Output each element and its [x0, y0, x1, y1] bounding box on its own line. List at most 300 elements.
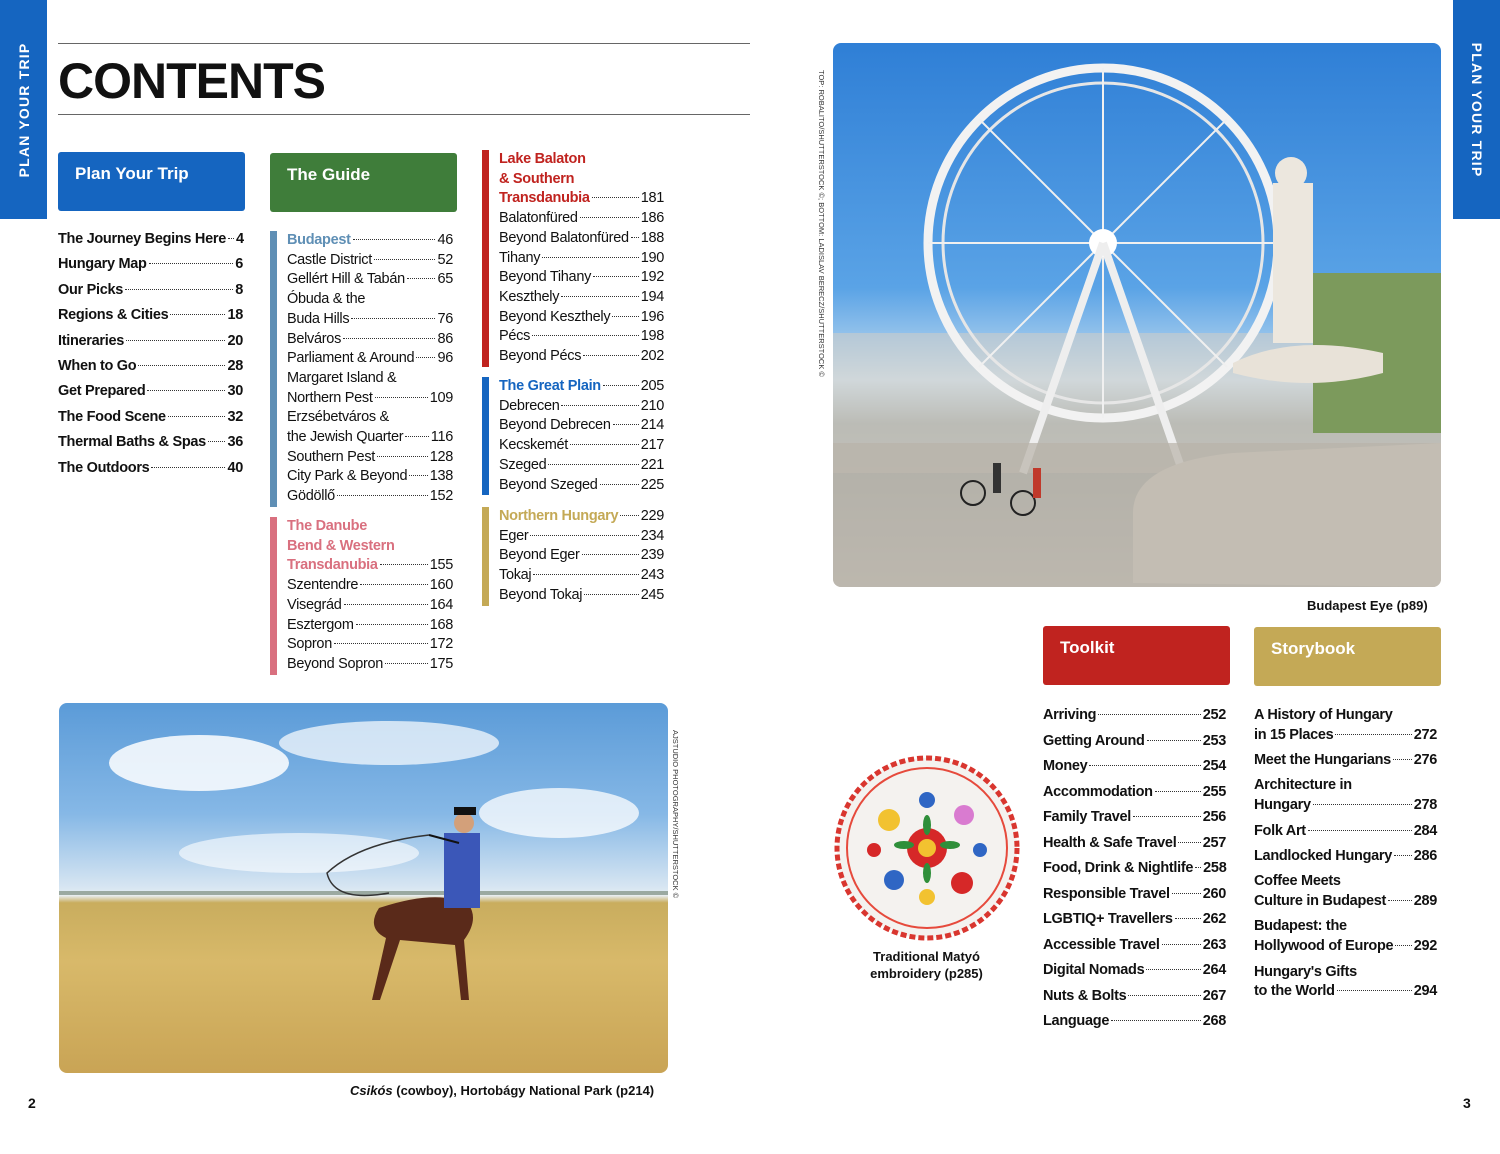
toc-item[interactable] — [58, 456, 243, 481]
toc-item[interactable] — [58, 379, 243, 404]
dot-leader — [582, 554, 639, 555]
dot-leader — [580, 217, 639, 218]
entry-title: Beyond Sopron — [287, 655, 384, 672]
toc-entry[interactable] — [1043, 958, 1226, 984]
section-bar — [482, 507, 489, 606]
entry-title: The Food Scene — [58, 408, 166, 425]
toc-item[interactable] — [499, 416, 664, 436]
toc-entry[interactable] — [499, 416, 664, 436]
toc-item[interactable] — [499, 268, 664, 288]
entry-page: 175 — [429, 655, 453, 672]
toc-item[interactable] — [1254, 706, 1437, 745]
toc-item[interactable] — [58, 405, 243, 430]
entry-page: 214 — [640, 417, 664, 434]
entry-page: 234 — [640, 527, 664, 544]
toc-item[interactable] — [499, 527, 664, 547]
toc-entry[interactable] — [287, 270, 453, 290]
photo-credit-bottom: AJSTUDIO PHOTOGRAPHY/SHUTTERSTOCK © — [671, 730, 680, 899]
toc-entry[interactable] — [1043, 856, 1226, 882]
entry-page: 253 — [1202, 732, 1226, 749]
entry-title: Health & Safe Travel — [1043, 834, 1177, 851]
toc-entry[interactable] — [287, 655, 453, 675]
page-number-right: 3 — [1463, 1095, 1471, 1111]
toc-entry[interactable] — [287, 310, 453, 330]
toc-item[interactable] — [287, 448, 453, 468]
entry-title: When to Go — [58, 358, 137, 375]
storybook-header: Storybook — [1254, 627, 1441, 686]
entry-page: 256 — [1202, 809, 1226, 825]
toc-item[interactable] — [499, 436, 664, 456]
toc-item[interactable] — [1043, 831, 1226, 857]
dot-leader — [343, 338, 435, 339]
toc-item[interactable] — [287, 616, 453, 636]
entry-page: 286 — [1413, 847, 1437, 864]
entry-title: the Jewish Quarter — [287, 429, 404, 446]
dot-leader — [125, 289, 233, 290]
entry-title: Meet the Hungarians — [1254, 752, 1391, 769]
toc-entry[interactable] — [499, 546, 664, 566]
toc-entry[interactable] — [1254, 822, 1437, 842]
dot-leader — [1195, 867, 1201, 868]
toc-entry[interactable] — [287, 576, 453, 596]
toc-item[interactable] — [1043, 805, 1226, 831]
entry-page: 258 — [1203, 860, 1227, 876]
toc-entry[interactable] — [499, 476, 664, 496]
toc-entry[interactable] — [1043, 729, 1226, 755]
toc-entry[interactable] — [499, 308, 664, 328]
entry-title: Kecskemét — [499, 437, 569, 454]
toc-item[interactable] — [499, 397, 664, 417]
entry-title: Money — [1043, 758, 1088, 774]
toc-item[interactable] — [1254, 963, 1437, 1002]
entry-title: Castle District — [287, 251, 372, 268]
northern-heading: Northern Hungary 229 — [499, 508, 664, 524]
toc-item[interactable] — [1043, 907, 1226, 933]
entry-page: 260 — [1202, 885, 1226, 902]
side-tab-label: PLAN YOUR TRIP — [1468, 42, 1485, 177]
toc-item[interactable] — [287, 576, 453, 596]
entry-page: 28 — [227, 358, 243, 375]
entry-page: 188 — [640, 229, 664, 246]
entry-page: 76 — [437, 310, 453, 327]
toc-item[interactable] — [1043, 882, 1226, 908]
toc-item[interactable] — [499, 476, 664, 496]
storybook-list — [1254, 706, 1437, 1008]
entry-title: Regions & Cities — [58, 307, 169, 324]
entry-page: 172 — [429, 636, 453, 653]
entry-page: 292 — [1413, 938, 1437, 955]
toc-item[interactable] — [499, 308, 664, 328]
toc-entry[interactable] — [58, 303, 243, 328]
entry-title: Getting Around — [1043, 732, 1145, 749]
entry-title-line: A History of Hungary — [1254, 707, 1393, 723]
entry-page: 190 — [640, 249, 664, 266]
entry-page: 198 — [640, 328, 664, 345]
danube-list — [287, 576, 453, 675]
entry-title: Debrecen — [499, 397, 560, 414]
toc-entry[interactable] — [499, 347, 664, 367]
entry-title-line: Erzsébetváros & — [287, 409, 389, 426]
entry-title: Hungary Map — [58, 256, 147, 273]
northern-section — [482, 507, 664, 606]
toc-item[interactable] — [287, 635, 453, 655]
toc-item[interactable] — [58, 303, 243, 328]
dot-leader — [600, 484, 639, 485]
toc-entry[interactable] — [1254, 751, 1437, 771]
guide-header: The Guide — [270, 153, 457, 212]
toc-entry[interactable] — [287, 487, 453, 507]
ferris-wheel-illustration — [833, 43, 1441, 587]
entry-title: Responsible Travel — [1043, 885, 1170, 902]
entry-title: Szentendre — [287, 577, 359, 594]
dot-leader — [548, 464, 638, 465]
toc-item[interactable] — [1254, 776, 1437, 815]
entry-page: 284 — [1413, 822, 1437, 839]
toc-item[interactable] — [1254, 751, 1437, 771]
toc-entry[interactable] — [1254, 796, 1437, 816]
entry-title: Family Travel — [1043, 809, 1131, 825]
danube-heading-3: Transdanubia 155 — [287, 557, 453, 574]
toc-entry[interactable] — [58, 278, 243, 303]
entry-title: Beyond Eger — [499, 547, 580, 564]
dot-leader — [542, 257, 639, 258]
toc-item[interactable] — [499, 566, 664, 586]
toc-item[interactable] — [499, 456, 664, 476]
toc-item[interactable] — [499, 347, 664, 367]
toc-item[interactable] — [1254, 872, 1437, 911]
dot-leader — [561, 405, 638, 406]
entry-page: 196 — [640, 308, 664, 325]
toc-entry[interactable] — [1254, 847, 1437, 867]
entry-page: 160 — [429, 577, 453, 594]
dot-leader — [351, 318, 435, 319]
toc-entry[interactable] — [1254, 982, 1437, 1002]
toolkit-list — [1043, 703, 1226, 1035]
entry-title: in 15 Places — [1254, 726, 1334, 743]
title-rule — [58, 114, 750, 115]
toc-entry[interactable] — [499, 209, 664, 229]
toc-entry[interactable] — [1043, 907, 1226, 933]
toc-entry[interactable] — [287, 635, 453, 655]
entry-title: Eger — [499, 527, 529, 544]
entry-title: Beyond Tihany — [499, 269, 592, 286]
dot-leader — [356, 624, 428, 625]
budapest-list — [287, 251, 453, 507]
toc-entry[interactable] — [499, 229, 664, 249]
toc-entry[interactable] — [287, 251, 453, 271]
entry-page: 128 — [429, 448, 453, 465]
toc-entry[interactable] — [1254, 937, 1437, 957]
entry-title: Northern Pest — [287, 389, 373, 406]
side-tab-label: PLAN YOUR TRIP — [15, 42, 32, 177]
dot-leader — [344, 604, 428, 605]
entry-page: 221 — [640, 456, 664, 473]
toc-item[interactable] — [287, 251, 453, 271]
toc-entry[interactable] — [499, 327, 664, 347]
dot-leader — [1155, 791, 1201, 792]
toc-entry[interactable] — [1043, 933, 1226, 959]
dot-leader — [1111, 1020, 1201, 1021]
toc-item[interactable] — [58, 354, 243, 379]
entry-title: Esztergom — [287, 616, 354, 633]
dot-leader — [1133, 816, 1201, 817]
toc-item[interactable] — [1043, 856, 1226, 882]
entry-page: 36 — [227, 434, 243, 451]
cowboy-illustration — [59, 703, 668, 1073]
toc-entry[interactable] — [58, 227, 243, 252]
toc-entry[interactable] — [58, 252, 243, 277]
toc-item[interactable] — [287, 487, 453, 507]
entry-title: to the World — [1254, 983, 1335, 1000]
entry-page: 192 — [640, 269, 664, 286]
toc-entry[interactable] — [499, 527, 664, 547]
dot-leader — [593, 276, 639, 277]
entry-page: 202 — [640, 348, 664, 365]
toc-entry[interactable] — [58, 354, 243, 379]
toc-item[interactable] — [287, 290, 453, 329]
entry-page: 254 — [1202, 758, 1226, 774]
toc-item[interactable] — [1254, 822, 1437, 842]
entry-page: 252 — [1202, 707, 1226, 723]
toc-entry[interactable] — [499, 586, 664, 606]
dot-leader — [1147, 740, 1201, 741]
toc-entry[interactable] — [1043, 703, 1226, 729]
entry-page: 30 — [227, 383, 243, 400]
entry-page: 272 — [1413, 726, 1437, 743]
toc-entry[interactable] — [58, 430, 243, 455]
entry-page: 8 — [235, 281, 243, 298]
plan-list — [58, 227, 243, 481]
entry-page: 255 — [1202, 783, 1226, 800]
entry-title: Southern Pest — [287, 448, 375, 465]
toc-item[interactable] — [499, 288, 664, 308]
entry-page: 152 — [429, 488, 453, 505]
toc-entry[interactable] — [1043, 831, 1226, 857]
entry-title: The Outdoors — [58, 459, 150, 476]
dot-leader — [149, 263, 234, 264]
dot-leader — [334, 643, 428, 644]
entry-page: 243 — [640, 567, 664, 584]
toc-entry[interactable] — [287, 596, 453, 616]
toc-entry[interactable] — [499, 288, 664, 308]
entry-title: Culture in Budapest — [1254, 893, 1387, 910]
toc-item[interactable] — [287, 408, 453, 447]
toc-entry[interactable] — [287, 467, 453, 487]
entry-title: Accessible Travel — [1043, 936, 1160, 953]
toc-entry[interactable] — [58, 405, 243, 430]
entry-title: Accommodation — [1043, 783, 1153, 800]
entry-title: Digital Nomads — [1043, 962, 1145, 978]
balaton-heading-3: Transdanubia 181 — [499, 190, 664, 207]
entry-title: Visegrád — [287, 596, 342, 613]
toc-item[interactable] — [499, 327, 664, 347]
section-bar — [482, 377, 489, 495]
entry-page: 276 — [1413, 752, 1437, 769]
toc-item[interactable] — [1043, 703, 1226, 729]
top-rule — [58, 43, 750, 44]
toc-entry[interactable] — [499, 456, 664, 476]
plain-section — [482, 377, 664, 495]
dot-leader — [612, 316, 638, 317]
entry-page: 257 — [1202, 834, 1226, 851]
section-bar — [270, 517, 277, 675]
entry-title: Gödöllő — [287, 488, 335, 505]
entry-title: Food, Drink & Nightlife — [1043, 860, 1194, 876]
dot-leader — [385, 663, 428, 664]
entry-page: 263 — [1202, 936, 1226, 953]
dot-leader — [416, 357, 435, 358]
toc-item[interactable] — [499, 586, 664, 606]
toc-item[interactable] — [58, 430, 243, 455]
eye-caption: Budapest Eye (p89) — [1307, 598, 1428, 613]
entry-title: Hungary — [1254, 797, 1311, 814]
toc-entry[interactable] — [499, 566, 664, 586]
toc-entry[interactable] — [1254, 726, 1437, 746]
budapest-heading: Budapest 46 — [287, 232, 453, 248]
balaton-heading-1: Lake Balaton — [499, 151, 586, 167]
toc-item[interactable] — [1254, 847, 1437, 867]
dot-leader — [337, 495, 428, 496]
dot-leader — [138, 365, 225, 366]
entry-title-line: Óbuda & the — [287, 291, 366, 308]
toc-entry[interactable] — [287, 330, 453, 350]
entry-title: Beyond Balatonfüred — [499, 229, 629, 246]
danube-heading-1: The Danube — [287, 518, 367, 534]
entry-title: Szeged — [499, 456, 547, 473]
dot-leader — [1308, 830, 1412, 831]
entry-page: 225 — [640, 476, 664, 493]
dot-leader — [1335, 734, 1411, 735]
plan-header: Plan Your Trip — [58, 152, 245, 211]
dot-leader — [1337, 990, 1412, 991]
toc-item[interactable] — [1043, 729, 1226, 755]
toc-item[interactable] — [499, 249, 664, 269]
dot-leader — [530, 535, 638, 536]
entry-title: Beyond Debrecen — [499, 417, 611, 434]
toc-item[interactable] — [287, 596, 453, 616]
toc-entry[interactable] — [499, 397, 664, 417]
entry-title-line: Hungary's Gifts — [1254, 963, 1357, 980]
cowboy-caption: Csikós (cowboy), Hortobágy National Park (p214) — [350, 1083, 655, 1098]
entry-page: 210 — [640, 397, 664, 414]
toc-entry[interactable] — [58, 379, 243, 404]
toc-item[interactable] — [499, 546, 664, 566]
embroidery-caption: Traditional Matyó embroidery (p285) — [870, 949, 983, 981]
dot-leader — [405, 436, 428, 437]
toc-entry[interactable] — [1043, 780, 1226, 806]
entry-page: 65 — [437, 271, 453, 288]
entry-title: City Park & Beyond — [287, 468, 408, 485]
dot-leader — [570, 444, 639, 445]
dot-leader — [1178, 842, 1200, 843]
danube-section — [270, 517, 453, 675]
dot-leader — [407, 278, 436, 279]
toc-item[interactable] — [287, 655, 453, 675]
entry-page: 32 — [227, 408, 243, 425]
dot-leader — [532, 335, 639, 336]
toc-entry[interactable] — [1043, 805, 1226, 831]
toc-entry[interactable] — [499, 249, 664, 269]
toc-item[interactable] — [499, 209, 664, 229]
entry-title: Beyond Szeged — [499, 476, 598, 493]
toc-item[interactable] — [58, 227, 243, 252]
dot-leader — [631, 237, 639, 238]
entry-page: 20 — [227, 332, 243, 349]
photo-credit-top: TOP: ROBALITO/SHUTTERSTOCK ©; BOTTOM: LADISLAV BERECZ/SHUTTERSTOCK © — [817, 70, 826, 377]
toc-entry[interactable] — [1043, 984, 1226, 1010]
dot-leader — [1394, 855, 1412, 856]
toc-item[interactable] — [1043, 933, 1226, 959]
toc-item[interactable] — [1043, 754, 1226, 780]
dot-leader — [228, 238, 234, 239]
dot-leader — [1162, 944, 1201, 945]
entry-title-line: Coffee Meets — [1254, 873, 1341, 890]
entry-page: 40 — [227, 459, 243, 476]
toc-item[interactable] — [287, 467, 453, 487]
entry-title: Landlocked Hungary — [1254, 847, 1393, 864]
toc-entry[interactable] — [58, 456, 243, 481]
entry-page: 164 — [429, 596, 453, 613]
toc-item[interactable] — [1254, 917, 1437, 956]
entry-title: Parliament & Around — [287, 350, 415, 367]
entry-page: 52 — [437, 251, 453, 268]
toolkit-header: Toolkit — [1043, 626, 1230, 685]
toc-item[interactable] — [287, 349, 453, 369]
entry-page: 96 — [437, 350, 453, 367]
toc-entry[interactable] — [1043, 754, 1226, 780]
entry-page: 239 — [640, 547, 664, 564]
toc-item[interactable] — [287, 369, 453, 408]
entry-page: 138 — [429, 468, 453, 485]
toc-item[interactable] — [58, 278, 243, 303]
toc-entry[interactable] — [287, 389, 453, 409]
toc-item[interactable] — [287, 270, 453, 290]
dot-leader — [208, 441, 226, 442]
toc-entry[interactable] — [287, 349, 453, 369]
toc-item[interactable] — [58, 329, 243, 354]
toc-entry[interactable] — [1043, 882, 1226, 908]
toc-entry[interactable] — [499, 268, 664, 288]
embroidery-illustration — [834, 755, 1020, 941]
entry-page: 86 — [437, 330, 453, 347]
entry-title: Beyond Pécs — [499, 348, 582, 365]
toc-entry[interactable] — [1254, 892, 1437, 912]
northern-list — [499, 527, 664, 606]
entry-page: 109 — [429, 389, 453, 406]
toc-entry[interactable] — [499, 436, 664, 456]
dot-leader — [151, 467, 225, 468]
toc-item[interactable] — [287, 330, 453, 350]
section-bar — [270, 231, 277, 507]
plain-list — [499, 397, 664, 496]
entry-page: 294 — [1413, 983, 1437, 1000]
entry-title: Beyond Tokaj — [499, 586, 583, 603]
toc-item[interactable] — [1043, 958, 1226, 984]
toc-item[interactable] — [1043, 1009, 1226, 1035]
toc-item[interactable] — [1043, 780, 1226, 806]
toc-entry[interactable] — [1043, 1009, 1226, 1035]
toc-entry[interactable] — [58, 329, 243, 354]
toc-entry[interactable] — [287, 448, 453, 468]
entry-page: 267 — [1202, 987, 1226, 1004]
toc-item[interactable] — [499, 229, 664, 249]
toc-entry[interactable] — [287, 616, 453, 636]
dot-leader — [126, 340, 225, 341]
toc-entry[interactable] — [287, 428, 453, 448]
entry-page: 194 — [640, 288, 664, 305]
toc-item[interactable] — [58, 252, 243, 277]
toc-item[interactable] — [1043, 984, 1226, 1010]
